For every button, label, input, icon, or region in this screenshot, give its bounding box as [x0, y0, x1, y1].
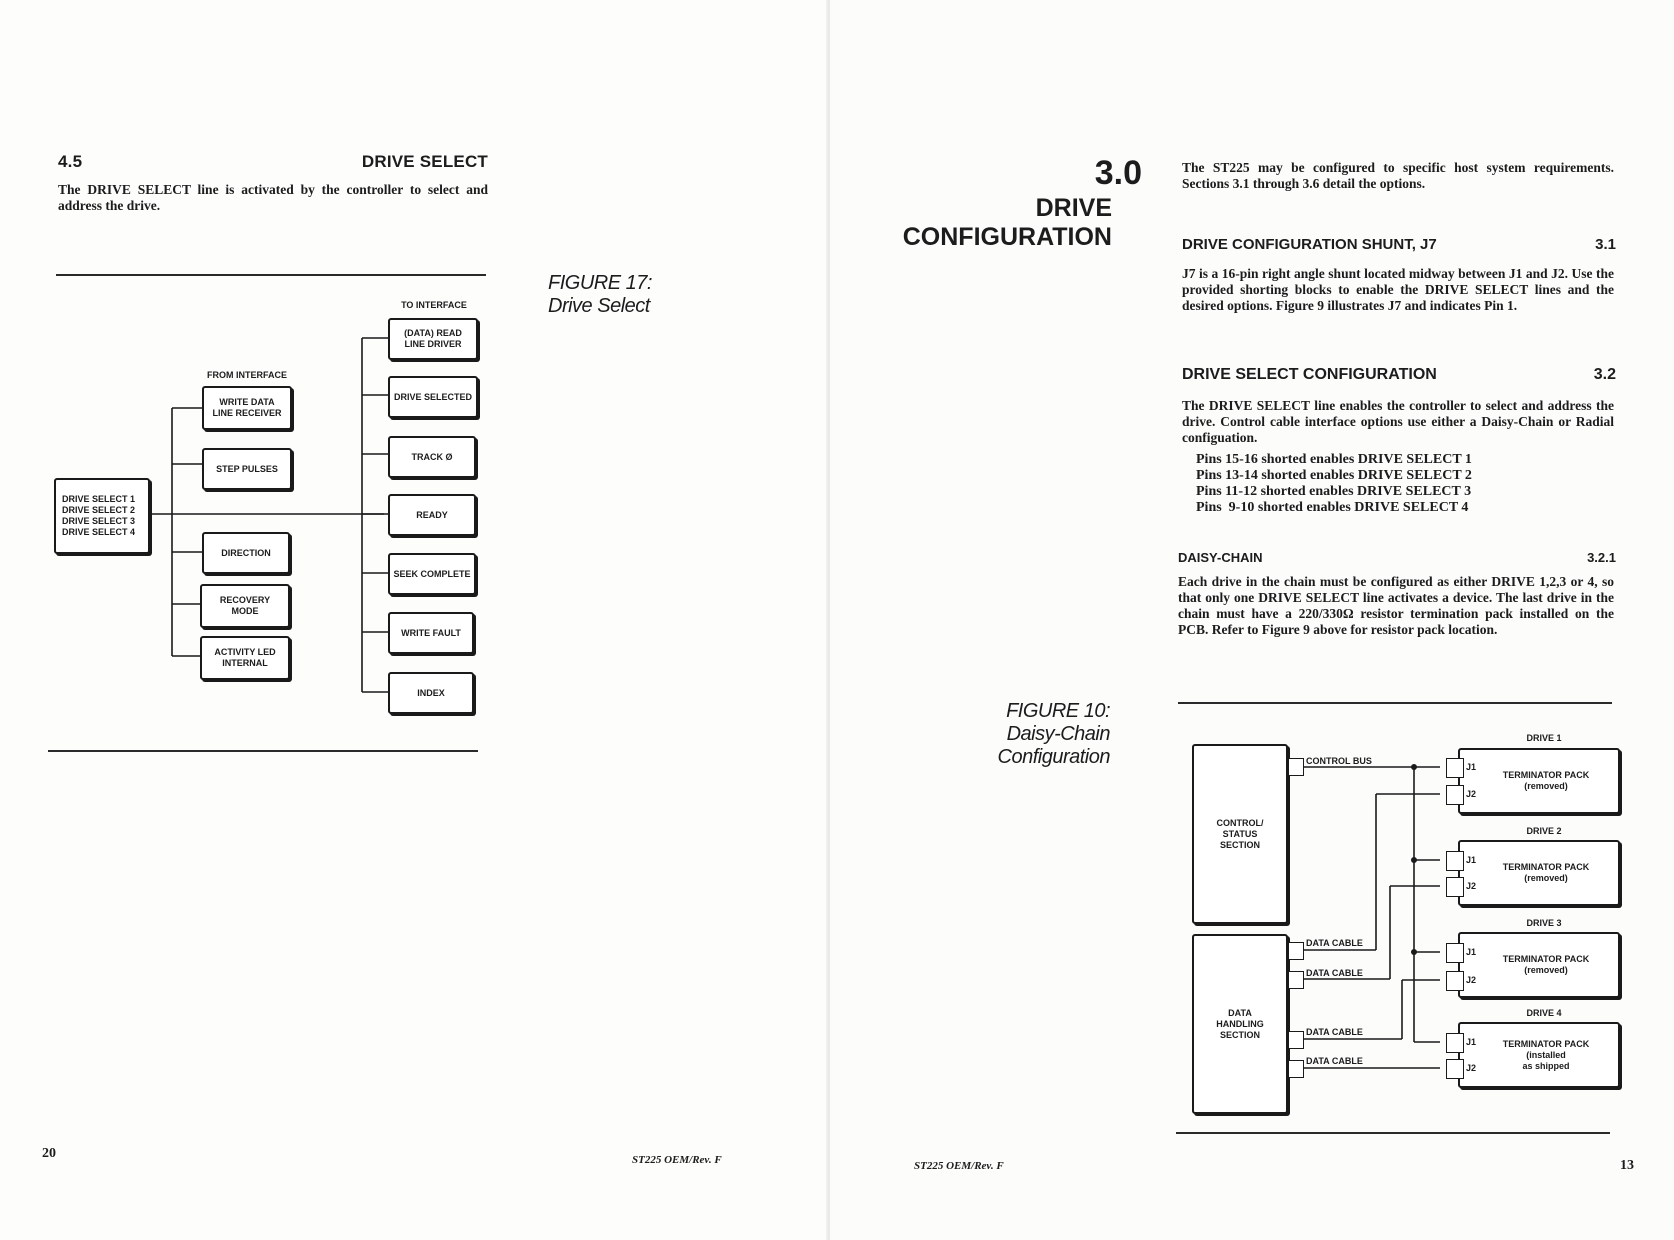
- j1-connector: [1446, 851, 1464, 871]
- input-activity-led: ACTIVITY LED INTERNAL: [200, 636, 290, 680]
- j2-connector: [1446, 971, 1464, 991]
- j2-label: J2: [1466, 881, 1477, 891]
- figure-number: FIGURE 17:: [548, 272, 652, 294]
- input-recovery-mode: RECOVERY MODE: [200, 584, 290, 628]
- drive-select-diagram: [0, 0, 830, 800]
- j2-connector: [1446, 785, 1464, 805]
- figure-title: Configuration: [997, 746, 1110, 768]
- section-number-3-2: 3.2: [1593, 366, 1616, 383]
- output-seek-complete: SEEK COMPLETE: [388, 553, 476, 595]
- chapter-title: DRIVE CONFIGURATION: [902, 194, 1112, 251]
- drive-3-label: DRIVE 3: [1526, 918, 1562, 928]
- left-page: [0, 0, 830, 1240]
- output-ready: READY: [388, 494, 476, 536]
- j2-label: J2: [1466, 789, 1477, 799]
- from-interface-label: FROM INTERFACE: [207, 370, 287, 380]
- output-track-zero: TRACK Ø: [388, 436, 476, 478]
- right-page: [830, 0, 1674, 1240]
- page-number: 20: [42, 1146, 56, 1161]
- section-title-3-1: DRIVE CONFIGURATION SHUNT, J7: [1182, 236, 1437, 253]
- drive-3-box: TERMINATOR PACK (removed): [1458, 932, 1620, 998]
- control-status-section: CONTROL/ STATUS SECTION: [1192, 744, 1288, 924]
- data-cable-label: DATA CABLE: [1306, 1027, 1363, 1037]
- drive-select-box: DRIVE SELECT 1 DRIVE SELECT 2 DRIVE SELECT 3 DRIVE SELECT 4: [54, 478, 150, 554]
- figure-number: FIGURE 10:: [1006, 700, 1110, 722]
- section-text-3-2: The DRIVE SELECT line enables the controller to select and address the drive. Control cable interface options use either a Daisy-Chain or Radial configuation.: [1182, 398, 1614, 445]
- connector: [1288, 758, 1304, 776]
- output-drive-selected: DRIVE SELECTED: [388, 376, 478, 418]
- output-write-fault: WRITE FAULT: [388, 612, 474, 654]
- pin-line: Pins 15-16 shorted enables DRIVE SELECT 1: [1196, 452, 1472, 467]
- drive-4-box: TERMINATOR PACK (installed as shipped: [1458, 1022, 1620, 1088]
- intro-paragraph: The DRIVE SELECT line is activated by the controller to select and address the drive.: [58, 182, 488, 213]
- j1-label: J1: [1466, 1037, 1477, 1047]
- j2-label: J2: [1466, 1063, 1477, 1073]
- pin-line: Pins 11-12 shorted enables DRIVE SELECT 3: [1196, 484, 1472, 499]
- section-title-3-2-1: DAISY-CHAIN: [1178, 550, 1263, 565]
- output-index: INDEX: [388, 672, 474, 714]
- j2-label: J2: [1466, 975, 1477, 985]
- chapter-intro: The ST225 may be configured to specific host system requirements. Sections 3.1 through 3.6 detail the options.: [1182, 160, 1614, 191]
- input-direction: DIRECTION: [202, 532, 290, 574]
- data-handling-section: DATA HANDLING SECTION: [1192, 934, 1288, 1114]
- drive-4-label: DRIVE 4: [1526, 1008, 1562, 1018]
- j1-label: J1: [1466, 947, 1477, 957]
- section-text-3-2-1: Each drive in the chain must be configured as either DRIVE 1,2,3 or 4, so that only one DRIVE SELECT line activates a device. The last drive in the chain must have a 220/330Ω resistor termination pack installed on the PCB. Refer to Figure 9 above for resistor pack location.: [1178, 574, 1614, 637]
- connector: [1288, 1031, 1304, 1049]
- data-cable-label: DATA CABLE: [1306, 1056, 1363, 1066]
- data-cable-label: DATA CABLE: [1306, 968, 1363, 978]
- section-number-3-1: 3.1: [1595, 236, 1616, 253]
- section-number-3-2-1: 3.2.1: [1587, 550, 1616, 565]
- section-number: 4.5: [58, 152, 83, 171]
- section-title: DRIVE SELECT: [361, 152, 488, 171]
- drive-1-label: DRIVE 1: [1526, 733, 1562, 743]
- pin-line: Pins 13-14 shorted enables DRIVE SELECT 2: [1196, 468, 1472, 483]
- j2-connector: [1446, 1059, 1464, 1079]
- j1-label: J1: [1466, 762, 1477, 772]
- chapter-number: 3.0: [1094, 154, 1142, 192]
- data-cable-label: DATA CABLE: [1306, 938, 1363, 948]
- input-write-data: WRITE DATA LINE RECEIVER: [202, 386, 292, 430]
- j1-connector: [1446, 1033, 1464, 1053]
- j1-connector: [1446, 943, 1464, 963]
- figure-title: Daisy-Chain: [1006, 723, 1110, 745]
- daisy-chain-diagram: [830, 0, 1674, 1140]
- drive-2-label: DRIVE 2: [1526, 826, 1562, 836]
- footer: ST225 OEM/Rev. F: [632, 1154, 722, 1166]
- section-text-3-1: J7 is a 16-pin right angle shunt located midway between J1 and J2. Use the provided shorting blocks to enable the DRIVE SELECT lines and the desired options. Figure 9 illustrates J7 and indicates Pin 1.: [1182, 266, 1614, 313]
- to-interface-label: TO INTERFACE: [401, 300, 467, 310]
- page-number: 13: [1620, 1158, 1634, 1173]
- drive-2-box: TERMINATOR PACK (removed): [1458, 840, 1620, 906]
- control-bus-label: CONTROL BUS: [1306, 756, 1372, 766]
- drive-1-box: TERMINATOR PACK (removed): [1458, 748, 1620, 814]
- connector: [1288, 1060, 1304, 1078]
- section-title-3-2: DRIVE SELECT CONFIGURATION: [1182, 366, 1437, 383]
- j1-connector: [1446, 758, 1464, 778]
- figure-title: Drive Select: [548, 295, 650, 317]
- footer: ST225 OEM/Rev. F: [914, 1160, 1004, 1172]
- pin-line: Pins 9-10 shorted enables DRIVE SELECT 4: [1196, 500, 1469, 515]
- j1-label: J1: [1466, 855, 1477, 865]
- input-step-pulses: STEP PULSES: [202, 448, 292, 490]
- j2-connector: [1446, 877, 1464, 897]
- connector: [1288, 971, 1304, 989]
- connector: [1288, 942, 1304, 960]
- output-read-line-driver: (DATA) READ LINE DRIVER: [388, 318, 478, 360]
